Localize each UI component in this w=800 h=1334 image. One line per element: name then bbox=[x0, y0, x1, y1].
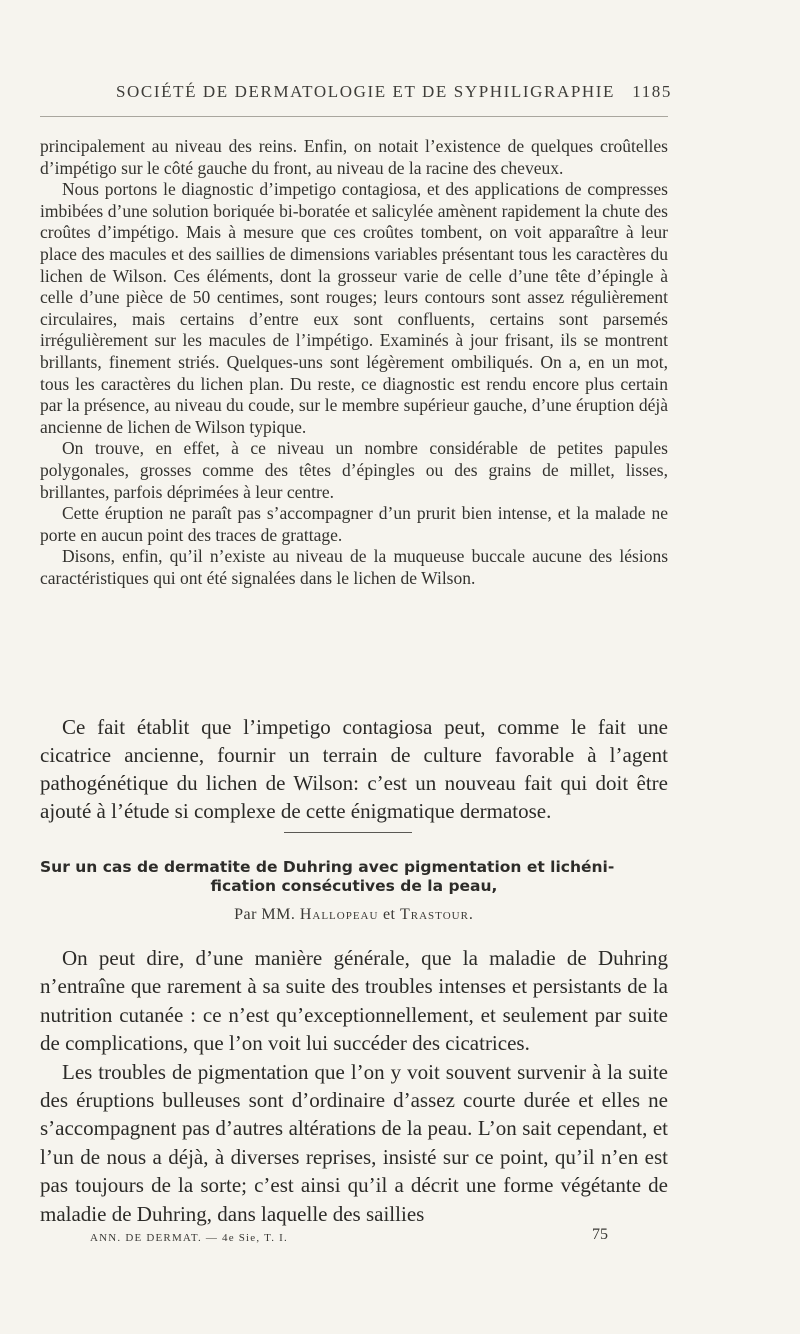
signature-mark: 75 bbox=[592, 1226, 608, 1243]
running-title: SOCIÉTÉ DE DERMATOLOGIE ET DE SYPHILIGRAPHIE bbox=[116, 82, 616, 101]
byline bbox=[40, 906, 668, 924]
journal-reference: ANN. DE DERMAT. — 4e Sie, T. I. bbox=[90, 1232, 288, 1244]
byline-conjunction: et bbox=[382, 906, 396, 923]
paragraph: Nous portons le diagnostic d’impetigo contagiosa, et des applications de compresses imbibées d’une solution boriquée bi-boratée et salicylée amènent rapidement la chute des croûtes d’impétigo. Mais à mesure que ces croûtes tombent, on voit apparaître à leur place des macules et des saillies de dimensions variables présentant tous les caractères du lichen de Wilson. Ces éléments, dont la grosseur varie de celle d’une tête d’épingle à celle d’une pièce de 50 centimes, sont rouges; leurs contours sont assez régulièrement circulaires, mais certains d’entre eux sont confluents, certains sont parsemés irrégulièrement sur les macules de l’impétigo. Examinés à jour frisant, ils se montrent brillants, finement striés. Quelques-uns sont légèrement ombiliqués. On a, en un mot, tous les caractères du lichen plan. Du reste, ce diagnostic est rendu encore plus certain par la présence, au niveau du coude, sur le membre supérieur gauche, d’une éruption déjà ancienne de lichen de Wilson typique. bbox=[40, 179, 668, 437]
section-divider bbox=[284, 832, 412, 833]
paragraph: Cette éruption ne paraît pas s’accompagner d’un prurit bien intense, et la malade ne porte en aucun point des traces de grattage. bbox=[40, 503, 668, 545]
preceding-article-text bbox=[40, 136, 668, 589]
article-title-line-1: Sur un cas de dermatite de Duhring avec pigmentation et lichéni- bbox=[40, 858, 615, 876]
page-number: 1185 bbox=[632, 82, 672, 101]
article-body bbox=[40, 944, 668, 1228]
article-title bbox=[40, 858, 668, 896]
paragraph: On peut dire, d’une manière générale, que la maladie de Duhring n’entraîne que rarement à sa suite des troubles intenses et persistants de la nutrition cutanée : ce n’est qu’exceptionnellement, et seulement par suite de complications, que l’on voit lui succéder des cicatrices. bbox=[40, 946, 668, 1056]
conclusion-paragraph: Ce fait établit que l’impetigo contagiosa peut, comme le fait une cicatrice ancienne, fournir un terrain de culture favorable à l’agent pathogénétique du lichen de Wilson: c’est un nouveau fait qui doit être ajouté à l’étude si complexe de cette énigmatique dermatose. bbox=[40, 715, 668, 823]
running-head bbox=[116, 82, 672, 102]
header-rule bbox=[40, 116, 668, 117]
page-footer bbox=[40, 1226, 668, 1250]
paragraph: On trouve, en effet, à ce niveau un nombre considérable de petites papules polygonales, grosses comme des têtes d’épingles ou des grains de millet, lisses, brillantes, parfois déprimées à leur centre. bbox=[40, 438, 668, 502]
author-name: Trastour. bbox=[400, 906, 474, 923]
byline-prefix: Par MM. bbox=[234, 906, 296, 923]
article-title-line-2: fication consécutives de la peau, bbox=[210, 877, 498, 895]
paragraph: Disons, enfin, qu’il n’existe au niveau de la muqueuse buccale aucune des lésions caractéristiques qui ont été signalées dans le lichen de Wilson. bbox=[40, 546, 668, 588]
conclusion-text bbox=[40, 713, 668, 825]
paragraph: principalement au niveau des reins. Enfin, on notait l’existence de quelques croûtelles d’impétigo sur le côté gauche du front, au niveau de la racine des cheveux. bbox=[40, 136, 668, 178]
paragraph: Les troubles de pigmentation que l’on y voit souvent survenir à la suite des éruptions bulleuses sont d’ordinaire d’assez courte durée et elles ne s’accompagnent pas d’autres altérations de la peau. L’on sait cependant, et l’un de nous a déjà, à diverses reprises, insisté sur ce point, qu’il n’en est pas toujours de la sorte; c’est ainsi qu’il a décrit une forme végétante de maladie de Duhring, dans laquelle des saillies bbox=[40, 1059, 668, 1226]
author-name: Hallopeau bbox=[299, 906, 379, 923]
